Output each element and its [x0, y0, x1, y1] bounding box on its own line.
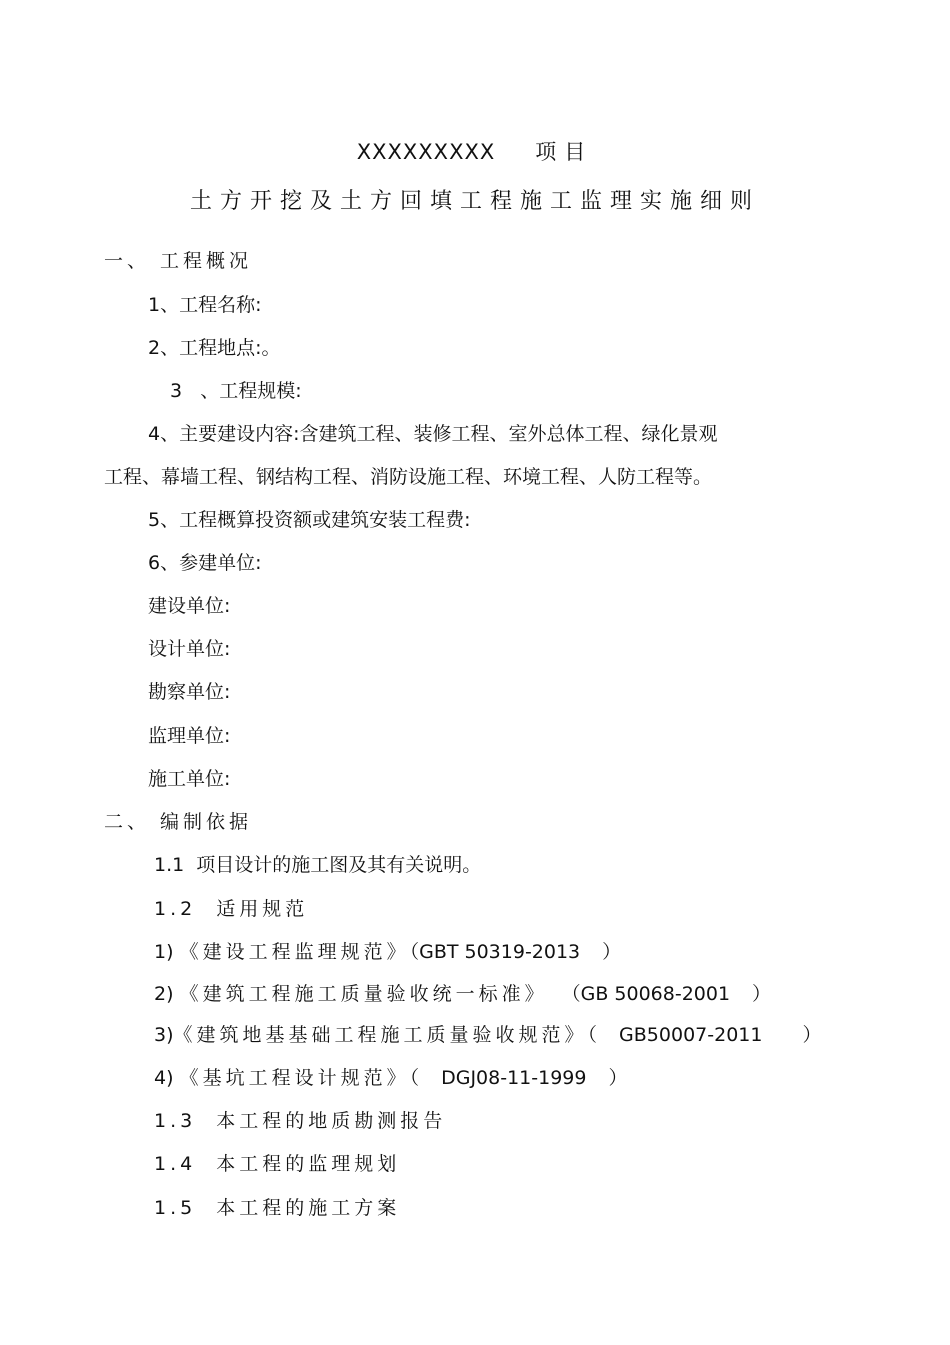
basis-item: 1.3 本工程的地质勘测报告 — [154, 1110, 447, 1132]
overview-item-continued: 工程、幕墙工程、钢结构工程、消防设施工程、环境工程、人防工程等。 — [104, 466, 713, 488]
section-heading-overview: 一、 工程概况 — [104, 250, 253, 272]
spec-name: 《建筑地基基础工程施工质量验收规范》 — [173, 1024, 588, 1046]
spec-row — [154, 982, 771, 1006]
overview-item: 2、工程地点:。 — [148, 337, 281, 359]
spec-code: DGJ08-11-1999 — [441, 1067, 587, 1089]
basis-item: 1.5 本工程的施工方案 — [154, 1197, 401, 1219]
overview-item: 5、工程概算投资额或建筑安装工程费: — [148, 509, 471, 531]
spec-code-open: （ — [587, 1024, 598, 1046]
spec-row — [154, 940, 621, 964]
section-heading-basis: 二、 编制依据 — [104, 811, 253, 833]
overview-item: 6、参建单位: — [148, 552, 262, 574]
spec-code-close: ） — [602, 941, 622, 963]
spec-code: GB50007-2011 — [619, 1024, 763, 1046]
spec-name: 《建筑工程施工质量验收统一标准》 — [179, 983, 548, 1005]
overview-item: 4、主要建设内容:含建筑工程、装修工程、室外总体工程、绿化景观 — [148, 423, 718, 445]
basis-item: 1.4 本工程的监理规划 — [154, 1153, 401, 1175]
project-word: 项目 — [535, 140, 594, 164]
participant-unit: 勘察单位: — [148, 681, 231, 703]
overview-item: 1、工程名称: — [148, 294, 262, 316]
spec-prefix: 3) — [154, 1024, 174, 1046]
spec-code: GB 50068-2001 — [580, 983, 731, 1005]
participant-unit: 施工单位: — [148, 768, 231, 790]
spec-code-close: ） — [752, 983, 772, 1005]
spec-prefix: 1) — [154, 941, 174, 963]
spec-code-open: （ — [409, 1067, 420, 1089]
project-title — [0, 140, 950, 164]
spec-name: 《基坑工程设计规范》 — [179, 1067, 410, 1089]
spec-row — [154, 1066, 628, 1090]
spec-code-close: ） — [608, 1067, 628, 1089]
basis-item: 1.1 项目设计的施工图及其有关说明。 — [154, 854, 482, 876]
spec-code-open: （ — [561, 983, 581, 1005]
document-title: 土方开挖及土方回填工程施工监理实施细则 — [189, 189, 760, 214]
overview-item: 3 、工程规模: — [170, 380, 302, 402]
spec-prefix: 2) — [154, 983, 174, 1005]
participant-unit: 设计单位: — [148, 638, 231, 660]
spec-code-open: （ — [409, 941, 420, 963]
spec-code-close: ） — [802, 1024, 822, 1046]
project-code: XXXXXXXXX — [356, 140, 496, 164]
spec-prefix: 4) — [154, 1067, 174, 1089]
basis-item: 1.2 适用规范 — [154, 898, 309, 920]
spec-name: 《建设工程监理规范》 — [179, 941, 410, 963]
spec-row — [154, 1023, 821, 1047]
participant-unit: 监理单位: — [148, 725, 231, 747]
participant-unit: 建设单位: — [148, 595, 231, 617]
spec-code: GBT 50319-2013 — [419, 941, 581, 963]
